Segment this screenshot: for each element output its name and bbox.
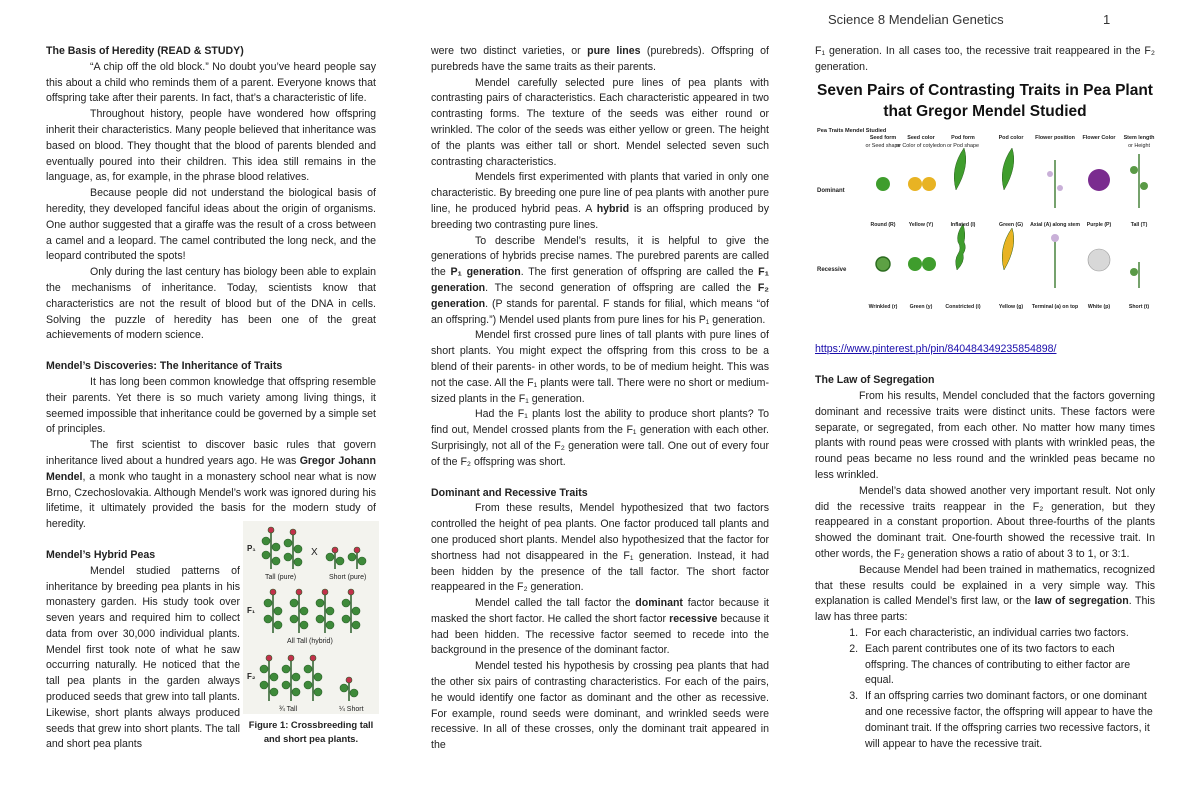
- column-3: [815, 44, 1155, 752]
- text-run: . This law has three parts:: [815, 595, 1155, 624]
- page-number: 1: [1103, 12, 1111, 27]
- green-seed-icon: [908, 257, 922, 271]
- heading-hybrid-peas: Mendel’s Hybrid Peas: [46, 548, 156, 561]
- column-subheader: or Pod shape: [946, 142, 980, 149]
- recessive-trait-label: Yellow (g): [998, 303, 1024, 310]
- dominant-trait-label: Axial (A) along stem: [1030, 221, 1080, 228]
- text-run: , a monk who taught in a monastery school near what is now Brno, Czechoslovakia. Although Mendel’s work was ignored during his lifetime, it ultimately provided the basis for the modern study of heredity.: [46, 470, 376, 531]
- law-parts-list: [815, 626, 1155, 752]
- label-one-quarter-short: ¼ Short: [339, 706, 364, 713]
- label-f2: F₂: [247, 672, 256, 681]
- yellow-pod-icon: [1002, 228, 1014, 270]
- figure-1-caption: Figure 1: Crossbreeding tall and short pea plants.: [248, 719, 374, 744]
- list-item: 3. If an offspring carries two dominant factors, or one dominant and one recessive factor, the offspring will appear to have the dominant trait. If the offspring carries two recessive factors, it will appear to have the recessive trait.: [861, 689, 1155, 752]
- paragraph: [431, 44, 769, 76]
- dominant-trait-label: Round (R): [870, 221, 896, 228]
- label-tall-pure: Tall (pure): [265, 574, 297, 581]
- text-run: Mendel called the tall factor the: [475, 597, 636, 610]
- column-subheader: or Height: [1128, 142, 1150, 149]
- text-run: Because Mendel had been trained in mathematics, recognized that these results could be explained in a very simple way. This explanation is called Mendel’s first law, or the: [815, 563, 1155, 608]
- term-f1-generation: F₁ generation: [431, 266, 770, 294]
- figure-2-pea-traits-table: [815, 124, 1157, 329]
- label-p1: P₁: [247, 544, 256, 553]
- figure-2-title-line: Seven Pairs of Contrasting Traits in Pea Plant: [817, 81, 1153, 99]
- wrinkled-seed-icon: [876, 257, 890, 271]
- heading-dominant-recessive: Dominant and Recessive Traits: [431, 486, 588, 499]
- paragraph: Because people did not understand the biological basis of heredity, they developed fanciful ideas about the origin of organisms. One author suggested that a giraffe was the result of a cross between a camel and a leopard. The camel contributed the long neck, and the leopard contributed the spots!: [46, 187, 376, 263]
- source-link-text[interactable]: https://www.pinterest.ph/pin/840484349235854898/: [815, 343, 1057, 356]
- paragraph: Mendel carefully selected pure lines of pea plants with contrasting pairs of characteristics. Each characteristic appeared in two contrasting forms. The texture of the seeds was either round or wrinkled. The color of the seeds was either yellow or green. The height of the plants was either tall or short. Mendel selected seven such contrasting characteristics.: [431, 76, 769, 168]
- text-run: The first scientist to discover basic rules that govern inheritance lived about a hundred years ago. He was: [46, 439, 376, 467]
- leaf-icon: [1130, 268, 1138, 276]
- cross-symbol: X: [311, 547, 318, 558]
- heading-basis-of-heredity: The Basis of Heredity (READ & STUDY): [46, 45, 244, 57]
- paragraph: Mendel’s data showed another very important result. Not only did the recessive traits reappear in the F₂ generation, but they reappeared in a constant proportion. About three-fourths of the plants showed the dominant trait. One-fourth showed the recessive trait. In other words, the F₂ generation shows a ratio of about 3 to 1, or 3:1.: [815, 484, 1155, 560]
- source-link[interactable]: [815, 342, 1155, 358]
- inflated-pod-icon: [954, 148, 966, 190]
- paragraph: F₁ generation. In all cases too, the recessive trait reappeared in the F₂ generation.: [815, 45, 1155, 73]
- figure-2-title-line: that Gregor Mendel Studied: [883, 102, 1087, 120]
- column-header: Flower Color: [1082, 134, 1116, 141]
- paragraph: [46, 438, 376, 533]
- recessive-trait-label: Wrinkled (r): [868, 303, 898, 310]
- figure-2-title: [815, 80, 1155, 122]
- paragraph: Throughout history, people have wondered how offspring inherit their characteristics. Many people believed that inheritance was based on blood. They thought that the blood of parents blended and eventually poured into their children. This idea still remains in the language, as, for example, in the phrase blood relatives.: [46, 108, 376, 184]
- dominant-trait-label: Inflated (I): [950, 221, 976, 228]
- column-header: Stem length: [1123, 134, 1155, 141]
- term-hybrid: hybrid: [596, 202, 630, 215]
- heading-law-of-segregation: The Law of Segregation: [815, 374, 935, 387]
- label-all-tall: All Tall (hybrid): [287, 638, 333, 645]
- paragraph: Mendel first crossed pure lines of tall plants with pure lines of short plants. You might expect the offspring from this cross to be a blend of their parents- in other words, to be of medium height. This was not the case. All the F₁ plants were tall. There were no short or medium-sized plants in the F₁ generation.: [431, 329, 769, 405]
- text-run: Mendels first experimented with plants that varied in only one characteristic. By breeding one pure line of pea plants with another pure line, he produced hybrid peas. A: [431, 171, 769, 215]
- yellow-seed-icon: [908, 177, 922, 191]
- list-item: 2. Each parent contributes one of its two factors to each offspring. The chances of contributing to either factor are equal.: [861, 642, 1155, 689]
- white-flower-icon: [1088, 249, 1110, 271]
- column-subheader: or Color of cotyledon: [896, 142, 946, 149]
- term-dominant: dominant: [635, 597, 683, 610]
- axial-flower-icon: [1047, 171, 1053, 177]
- paragraph: Only during the last century has biology been able to explain the mechanisms of inheritance. Today, scientists know that characteristics are not the result of blood but of the DNA in cells. Solving the puzzle of heredity has been one of the great achievements of modern science.: [46, 266, 376, 342]
- row-label-recessive: Recessive: [817, 266, 847, 273]
- figure-1-crossbreeding: [243, 521, 379, 714]
- term-gregor-mendel: Gregor Johann Mendel: [46, 454, 376, 483]
- recessive-trait-label: Short (t): [1128, 303, 1150, 310]
- list-item: 1. For each characteristic, an individual carries two factors.: [861, 626, 1155, 642]
- text-run: factor because it masked the short factor. He called the short factor: [431, 597, 769, 625]
- constricted-pod-icon: [956, 224, 966, 270]
- text-run: . The first generation of offspring are called the: [520, 266, 759, 279]
- label-f1: F₁: [247, 606, 256, 615]
- row-label-dominant: Dominant: [817, 187, 845, 194]
- axial-flower-icon: [1057, 185, 1063, 191]
- dominant-trait-label: Tall (T): [1130, 221, 1148, 228]
- paragraph: Mendel tested his hypothesis by crossing pea plants that had the other six pairs of contrasting characteristics. For each of the pairs, he would identify one factor as dominant and the other as recessive. For example, round seeds were dominant, and wrinkled seeds were recessive. In all of these crosses, only the dominant trait appeared in the: [431, 660, 769, 752]
- term-law-of-segregation: law of segregation: [1034, 595, 1129, 608]
- leaf-icon: [1130, 166, 1138, 174]
- text-run: . The second generation of offspring are called the: [485, 281, 758, 294]
- recessive-trait-label: Terminal (a) on top: [1031, 303, 1079, 310]
- paragraph: Had the F₁ plants lost the ability to produce short plants? To find out, Mendel crossed plants from the F₁ generation with each other. Surprisingly, not all of the F₂ generation were tall. One out of every four of the F₂ offspring was short.: [431, 408, 769, 468]
- green-pod-icon: [1002, 148, 1014, 190]
- text-run: because it had been hidden. The recessive factor seemed to recede into the background in the presence of the dominant factor.: [431, 612, 769, 657]
- paragraph: [431, 596, 769, 659]
- column-header: Seed color: [907, 134, 935, 141]
- column-2: [431, 44, 769, 754]
- label-three-quarters-tall: ¾ Tall: [279, 706, 298, 713]
- green-seed-icon: [922, 257, 936, 271]
- column-header: Flower position: [1035, 134, 1075, 141]
- paragraph: “A chip off the old block.” No doubt you’ve heard people say this about a child who reminds them of a parent. Everyone knows that offspring take after their parents. In fact, that’s a characteristic of life.: [46, 60, 376, 105]
- purple-flower-icon: [1088, 169, 1110, 191]
- dominant-trait-label: Yellow (Y): [908, 221, 934, 228]
- term-recessive: recessive: [669, 612, 718, 625]
- term-p1-generation: P₁ generation: [450, 266, 521, 279]
- label-short-pure: Short (pure): [329, 574, 367, 581]
- text-run: To describe Mendel’s results, it is helpful to give the generations of hybrids precise names. The purebred parents are called the: [431, 234, 769, 279]
- text-run: . (P stands for parental. F stands for filial, which means “of an offspring.”) Mendel used plants from pure lines for his P₁ generation.: [431, 297, 769, 326]
- paragraph: [431, 170, 769, 233]
- dominant-trait-label: Green (G): [999, 221, 1023, 228]
- paragraph: It has long been common knowledge that offspring resemble their parents. Yet there is so much variety among living things, it seemed impossible that inheritance could be governed by a simple set of principles.: [46, 375, 376, 436]
- heading-mendels-discoveries: Mendel’s Discoveries: The Inheritance of Traits: [46, 360, 283, 373]
- column-header: Pod color: [998, 134, 1024, 141]
- round-seed-icon: [876, 177, 890, 191]
- terminal-flower-icon: [1051, 234, 1059, 242]
- paragraph: [431, 234, 769, 329]
- column-header: Seed form: [869, 134, 897, 141]
- yellow-seed-icon: [922, 177, 936, 191]
- dominant-trait-label: Purple (P): [1086, 221, 1112, 228]
- text-run: (purebreds). Offspring of purebreds have the same traits as their parents.: [431, 45, 769, 73]
- term-pure-lines: pure lines: [587, 45, 641, 57]
- recessive-trait-label: White (p): [1087, 303, 1111, 310]
- paragraph: [815, 563, 1155, 626]
- column-header: Pod form: [951, 134, 975, 141]
- column-subheader: or Seed shape: [865, 142, 901, 149]
- paragraph: From his results, Mendel concluded that the factors governing dominant and recessive traits were distinct units. These factors were separate, or segregated, from each other. No matter how many times plants with round peas were crossed with plants with wrinkled peas, the round peas became no less round and the wrinkled peas became no less wrinkled.: [815, 389, 1155, 481]
- recessive-trait-label: Green (y): [909, 303, 933, 310]
- paragraph: Mendel studied patterns of inheritance by breeding pea plants in his monastery garden. His study took over seven years and required him to collect data from over 30,000 individual plants. Mendel first took note of what he saw occurring naturally. He noticed that the tall pea plants in the garden always produced seeds that grew into tall plants. Likewise, short plants always produced seeds that grew into short plants. The tall and short pea plants: [46, 564, 240, 751]
- text-run: is an offspring produced by breeding two contrasting pure lines.: [431, 202, 769, 231]
- recessive-trait-label: Constricted (i): [945, 303, 981, 310]
- leaf-icon: [1140, 182, 1148, 190]
- term-f2-generation: F₂ generation: [431, 281, 769, 310]
- header-title: Science 8 Mendelian Genetics: [828, 12, 1004, 27]
- paragraph: From these results, Mendel hypothesized that two factors controlled the height of pea plants. One factor produced tall plants and one produced short plants. Mendel also hypothesized that the factor for shortness had not disappeared in the F₁ generation. Instead, it had been hidden by the presence of the tall factor. The short factor reappeared in the F₂ generation.: [431, 502, 769, 594]
- text-run: were two distinct varieties, or: [431, 45, 588, 57]
- table-title: Pea Traits Mendel Studied: [817, 127, 887, 134]
